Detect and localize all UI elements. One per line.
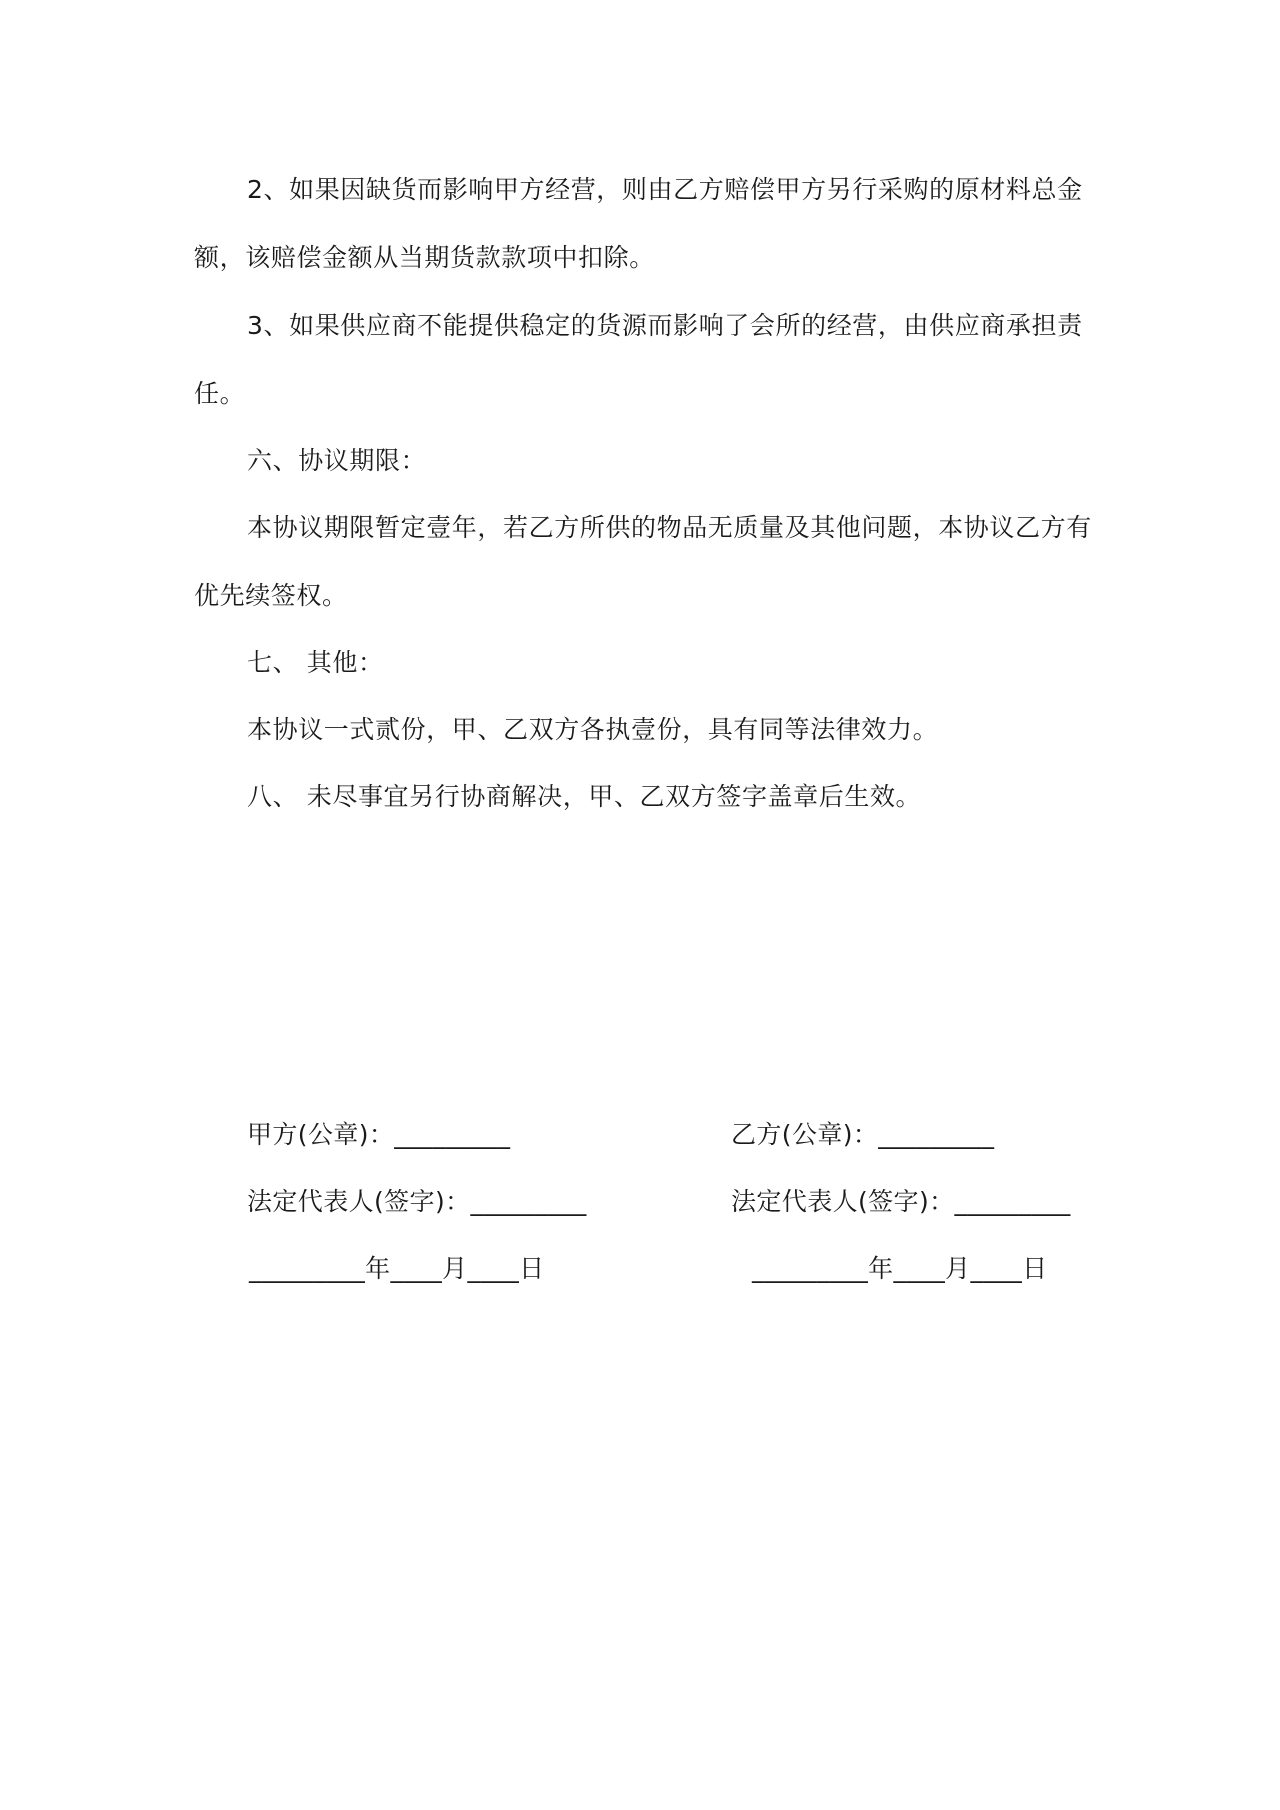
section-7-text: 本协议一式贰份，甲、乙双方各执壹份，具有同等法律效力。 xyxy=(247,715,939,744)
party-b-seal-line: 乙方(公章)：_________ xyxy=(731,1120,995,1149)
party-a-date-line: _________年____月____日 xyxy=(249,1254,545,1283)
party-b-date-line: _________年____月____日 xyxy=(752,1254,1048,1283)
clause-2-line-1: 2、如果因缺货而影响甲方经营，则由乙方赔偿甲方另行采购的原材料总金 xyxy=(247,175,1083,204)
party-a-representative-line: 法定代表人(签字)：_________ xyxy=(247,1187,587,1216)
section-6-text-line-1: 本协议期限暂定壹年，若乙方所供的物品无质量及其他问题，本协议乙方有 xyxy=(247,513,1092,542)
section-6-text-line-2: 优先续签权。 xyxy=(194,581,348,610)
clause-2-line-2: 额，该赔偿金额从当期货款款项中扣除。 xyxy=(194,243,655,272)
party-a-seal-line: 甲方(公章)：_________ xyxy=(247,1120,511,1149)
party-b-representative-line: 法定代表人(签字)：_________ xyxy=(731,1187,1071,1216)
section-7-heading: 七、 其他： xyxy=(247,648,384,677)
clause-3-line-1: 3、如果供应商不能提供稳定的货源而影响了会所的经营，由供应商承担责 xyxy=(247,311,1083,340)
section-6-heading: 六、协议期限： xyxy=(247,446,427,475)
clause-3-line-2: 任。 xyxy=(194,379,246,408)
section-8-text: 八、 未尽事宜另行协商解决，甲、乙双方签字盖章后生效。 xyxy=(247,782,922,811)
